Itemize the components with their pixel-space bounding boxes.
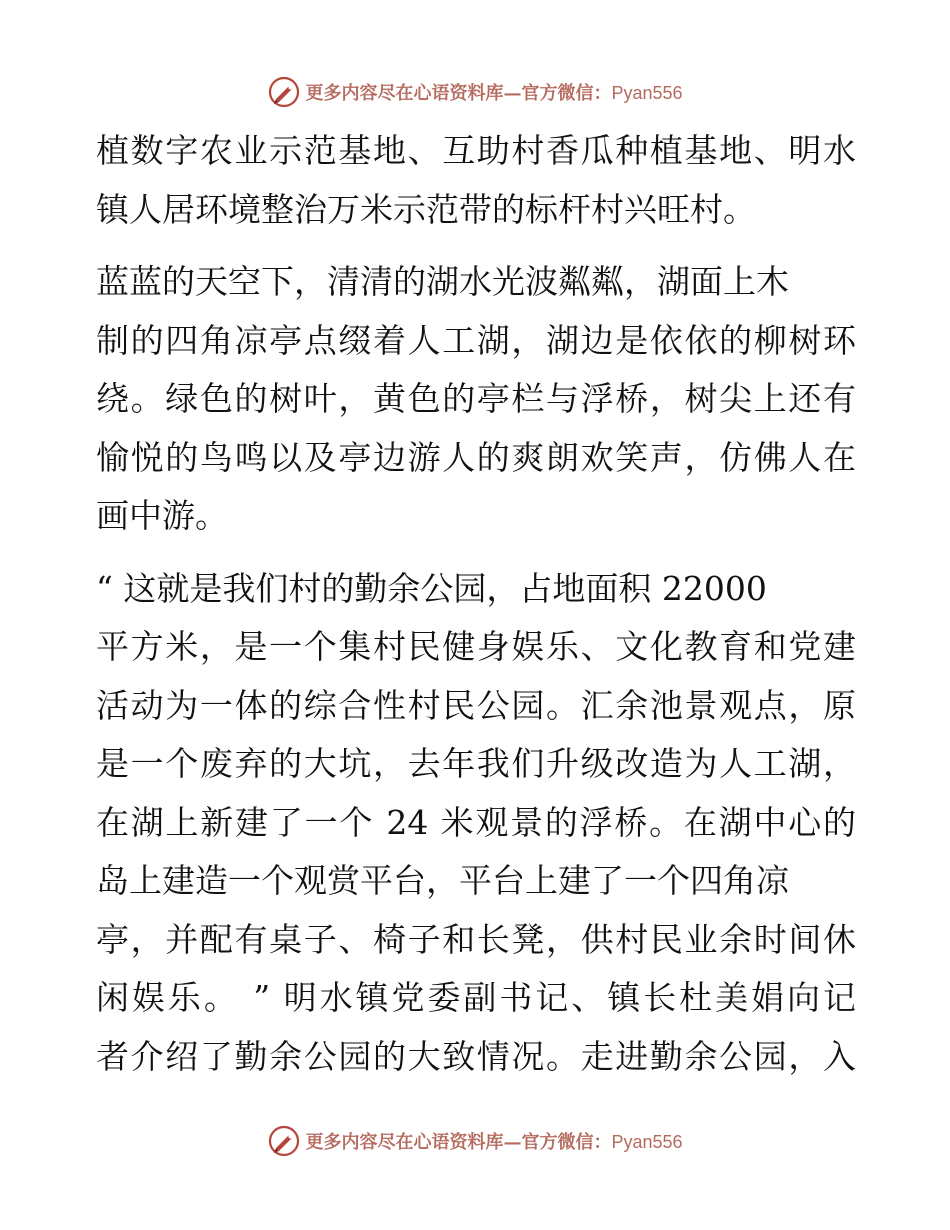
text-line: 亭，并配有桌子、椅子和长凳，供村民业余时间休 [96,919,856,959]
text-line: 在湖上新建了一个 24 米观景的浮桥。在湖中心的 [96,802,856,842]
text-line: “ 这就是我们村的勤余公园，占地面积 22000 [96,568,767,608]
watermark-cn: 更多内容尽在心语资料库—官方微信： [305,1132,612,1153]
text-line: 者介绍了勤余公园的大致情况。走进勤余公园，入 [96,1036,856,1076]
text-line: 蓝蓝的天空下，清清的湖水光波粼粼，湖面上木 [96,262,789,301]
text-line: 镇人居环境整治万米示范带的标杆村兴旺村。 [96,189,756,229]
text-line: 制的四角凉亭点缀着人工湖，湖边是依依的柳树环 [96,320,856,360]
watermark-text [305,79,682,105]
watermark-cn: 更多内容尽在心语资料库—官方微信： [305,83,612,104]
watermark-id: Pyan556 [611,83,683,103]
text-line: 闲娱乐。 ” 明水镇党委副书记、镇长杜美娟向记 [96,978,856,1017]
text-line: 岛上建造一个观赏平台，平台上建了一个四角凉 [96,861,789,900]
pen-logo-icon [267,75,301,109]
text-line: 愉悦的鸟鸣以及亭边游人的爽朗欢笑声，仿佛人在 [96,437,856,477]
watermark-text [305,1128,682,1154]
paragraph-2 [96,253,856,546]
text-line: 活动为一体的综合性村民公园。汇余池景观点，原 [96,685,856,725]
text-line: 平方米，是一个集村民健身娱乐、文化教育和党建 [96,627,856,666]
text-line: 画中游。 [96,496,228,535]
paragraph-3 [96,560,856,1087]
text-line: 是一个废弃的大坑，去年我们升级改造为人工湖， [96,744,856,783]
paragraph-1 [96,122,856,239]
watermark-footer [0,1121,950,1161]
document-body [96,122,856,1086]
watermark-id: Pyan556 [611,1132,683,1152]
text-line: 植数字农业示范基地、互助村香瓜种植基地、明水 [96,131,856,170]
pen-logo-icon [267,1124,301,1158]
watermark-header [0,72,950,112]
text-line: 绕。绿色的树叶，黄色的亭栏与浮桥，树尖上还有 [96,379,856,418]
